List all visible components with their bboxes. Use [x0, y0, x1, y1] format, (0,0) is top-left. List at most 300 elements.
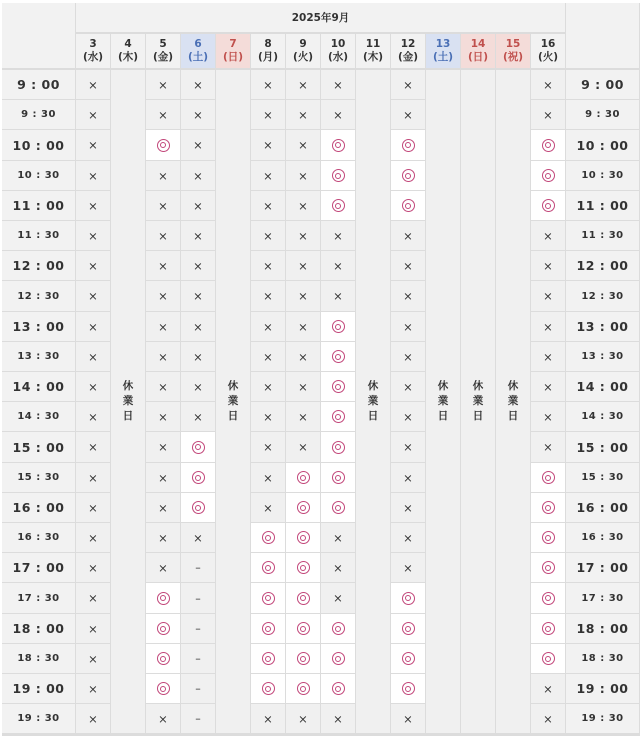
- inner-circle: [335, 142, 341, 148]
- time-label-left: 17 : 30: [2, 583, 75, 613]
- double-circle-icon: [332, 169, 345, 182]
- slot-full: ×: [286, 251, 320, 280]
- day-number: 6: [194, 38, 202, 50]
- inner-circle: [405, 173, 411, 179]
- slot-full: ×: [531, 281, 565, 311]
- time-label-left: 15 : 00: [2, 432, 75, 462]
- time-label-right: 11 : 30: [566, 221, 639, 250]
- slot-full: ×: [531, 432, 565, 462]
- inner-circle: [160, 595, 166, 601]
- inner-circle: [195, 505, 201, 511]
- holiday-char: 休: [367, 380, 379, 392]
- corner-right: [566, 3, 639, 68]
- day-header: [356, 34, 390, 68]
- slot-full: ×: [76, 221, 110, 250]
- slot-full: ×: [76, 704, 110, 733]
- double-circle-icon: [542, 531, 555, 544]
- day-number: 4: [124, 38, 132, 50]
- inner-circle: [335, 475, 341, 481]
- holiday-char: 休: [227, 380, 239, 392]
- double-circle-icon: [542, 652, 555, 665]
- day-of-week: (月): [257, 51, 279, 63]
- inner-circle: [335, 414, 341, 420]
- slot-full: ×: [251, 493, 285, 522]
- slot-available[interactable]: [321, 644, 355, 673]
- inner-circle: [160, 142, 166, 148]
- time-label-right: 9 : 00: [566, 70, 639, 99]
- slot-available[interactable]: [321, 614, 355, 643]
- day-number: 15: [505, 38, 521, 50]
- inner-circle: [545, 505, 551, 511]
- inner-circle: [335, 384, 341, 390]
- day-header: [391, 34, 425, 68]
- slot-available[interactable]: [531, 644, 565, 673]
- holiday-column: [111, 70, 145, 733]
- slot-full: ×: [181, 251, 215, 280]
- slot-full: ×: [146, 493, 180, 522]
- slot-full: ×: [391, 342, 425, 371]
- time-label-right: 17 : 00: [566, 553, 639, 582]
- double-circle-icon: [402, 652, 415, 665]
- slot-full: ×: [321, 251, 355, 280]
- slot-available[interactable]: [146, 583, 180, 613]
- slot-available[interactable]: [251, 614, 285, 643]
- slot-available[interactable]: [146, 644, 180, 673]
- slot-full: ×: [251, 100, 285, 129]
- slot-available[interactable]: [286, 583, 320, 613]
- slot-available[interactable]: [531, 523, 565, 552]
- time-label-left: 12 : 30: [2, 281, 75, 311]
- double-circle-icon: [262, 622, 275, 635]
- holiday-char: 業: [122, 395, 134, 407]
- time-label-right: 19 : 00: [566, 674, 639, 703]
- time-label-left: 19 : 30: [2, 704, 75, 733]
- inner-circle: [300, 565, 306, 571]
- inner-circle: [335, 626, 341, 632]
- slot-full: ×: [146, 251, 180, 280]
- inner-circle: [335, 686, 341, 692]
- slot-full: ×: [391, 463, 425, 492]
- day-header: [251, 34, 285, 68]
- double-circle-icon: [262, 682, 275, 695]
- slot-full: ×: [146, 312, 180, 341]
- slot-available[interactable]: [146, 130, 180, 160]
- slot-full: ×: [146, 372, 180, 401]
- holiday-char: 業: [507, 395, 519, 407]
- double-circle-icon: [262, 652, 275, 665]
- slot-available[interactable]: [531, 463, 565, 492]
- slot-none: –: [181, 674, 215, 703]
- slot-available[interactable]: [286, 463, 320, 492]
- slot-full: ×: [391, 553, 425, 582]
- day-number: 16: [540, 38, 556, 50]
- slot-available[interactable]: [391, 161, 425, 190]
- slot-available[interactable]: [181, 493, 215, 522]
- slot-full: ×: [251, 463, 285, 492]
- day-header: [76, 34, 110, 68]
- double-circle-icon: [332, 320, 345, 333]
- slot-full: ×: [76, 523, 110, 552]
- slot-available[interactable]: [321, 402, 355, 431]
- day-of-week: (水): [82, 51, 104, 63]
- time-label-right: 15 : 30: [566, 463, 639, 492]
- slot-available[interactable]: [286, 674, 320, 703]
- slot-full: ×: [146, 463, 180, 492]
- double-circle-icon: [192, 471, 205, 484]
- inner-circle: [335, 444, 341, 450]
- slot-full: ×: [76, 583, 110, 613]
- double-circle-icon: [402, 592, 415, 605]
- time-label-left: 14 : 00: [2, 372, 75, 401]
- double-circle-icon: [262, 592, 275, 605]
- slot-full: ×: [286, 191, 320, 220]
- slot-available[interactable]: [286, 644, 320, 673]
- time-label-right: 15 : 00: [566, 432, 639, 462]
- slot-full: ×: [321, 523, 355, 552]
- inner-circle: [160, 656, 166, 662]
- slot-available[interactable]: [286, 614, 320, 643]
- time-label-right: 18 : 00: [566, 614, 639, 643]
- slot-full: ×: [76, 463, 110, 492]
- inner-circle: [335, 324, 341, 330]
- day-of-week: (木): [362, 51, 384, 63]
- slot-full: ×: [181, 312, 215, 341]
- inner-circle: [265, 595, 271, 601]
- double-circle-icon: [542, 471, 555, 484]
- slot-full: ×: [251, 161, 285, 190]
- double-circle-icon: [542, 169, 555, 182]
- time-label-left: 13 : 30: [2, 342, 75, 371]
- slot-available[interactable]: [321, 312, 355, 341]
- double-circle-icon: [402, 682, 415, 695]
- slot-full: ×: [76, 614, 110, 643]
- slot-full: ×: [391, 70, 425, 99]
- day-number: 12: [400, 38, 416, 50]
- slot-full: ×: [146, 100, 180, 129]
- slot-full: ×: [531, 372, 565, 401]
- holiday-char: 休: [122, 380, 134, 392]
- slot-full: ×: [251, 191, 285, 220]
- slot-full: ×: [321, 100, 355, 129]
- slot-full: ×: [146, 342, 180, 371]
- time-label-left: 11 : 00: [2, 191, 75, 220]
- double-circle-icon: [297, 501, 310, 514]
- slot-full: ×: [251, 130, 285, 160]
- inner-circle: [405, 626, 411, 632]
- slot-full: ×: [251, 312, 285, 341]
- inner-circle: [545, 142, 551, 148]
- holiday-char: 休: [437, 380, 449, 392]
- day-of-week: (金): [397, 51, 419, 63]
- slot-full: ×: [391, 704, 425, 733]
- double-circle-icon: [157, 139, 170, 152]
- double-circle-icon: [542, 592, 555, 605]
- slot-full: ×: [531, 342, 565, 371]
- slot-available[interactable]: [251, 644, 285, 673]
- inner-circle: [545, 626, 551, 632]
- double-circle-icon: [297, 592, 310, 605]
- inner-circle: [300, 626, 306, 632]
- double-circle-icon: [297, 561, 310, 574]
- slot-full: ×: [251, 402, 285, 431]
- double-circle-icon: [402, 169, 415, 182]
- double-circle-icon: [297, 652, 310, 665]
- slot-full: ×: [76, 553, 110, 582]
- inner-circle: [160, 686, 166, 692]
- double-circle-icon: [332, 139, 345, 152]
- holiday-char: 業: [437, 395, 449, 407]
- time-label-left: 13 : 00: [2, 312, 75, 341]
- inner-circle: [160, 626, 166, 632]
- day-header: [286, 34, 320, 68]
- day-of-week: (土): [432, 51, 454, 63]
- slot-full: ×: [391, 251, 425, 280]
- day-number: 9: [299, 38, 307, 50]
- slot-available[interactable]: [321, 463, 355, 492]
- slot-available[interactable]: [321, 674, 355, 703]
- slot-available[interactable]: [286, 553, 320, 582]
- slot-available[interactable]: [321, 342, 355, 371]
- holiday-column: [426, 70, 460, 733]
- slot-full: ×: [76, 674, 110, 703]
- slot-full: ×: [76, 312, 110, 341]
- double-circle-icon: [332, 199, 345, 212]
- slot-full: ×: [76, 432, 110, 462]
- inner-circle: [300, 656, 306, 662]
- double-circle-icon: [402, 199, 415, 212]
- slot-full: ×: [286, 130, 320, 160]
- slot-full: ×: [321, 583, 355, 613]
- slot-full: ×: [286, 372, 320, 401]
- time-label-right: 14 : 30: [566, 402, 639, 431]
- slot-available[interactable]: [531, 130, 565, 160]
- slot-available[interactable]: [531, 161, 565, 190]
- slot-full: ×: [76, 342, 110, 371]
- day-number: 3: [89, 38, 97, 50]
- holiday-char: 業: [367, 395, 379, 407]
- double-circle-icon: [332, 501, 345, 514]
- slot-available[interactable]: [391, 614, 425, 643]
- inner-circle: [545, 475, 551, 481]
- slot-full: ×: [76, 372, 110, 401]
- slot-available[interactable]: [321, 432, 355, 462]
- slot-available[interactable]: [531, 553, 565, 582]
- slot-available[interactable]: [391, 583, 425, 613]
- slot-available[interactable]: [531, 583, 565, 613]
- inner-circle: [405, 595, 411, 601]
- slot-full: ×: [251, 221, 285, 250]
- inner-circle: [545, 656, 551, 662]
- slot-full: ×: [531, 70, 565, 99]
- slot-available[interactable]: [391, 191, 425, 220]
- time-label-right: 19 : 30: [566, 704, 639, 733]
- slot-available[interactable]: [181, 432, 215, 462]
- time-label-right: 10 : 00: [566, 130, 639, 160]
- slot-available[interactable]: [531, 493, 565, 522]
- slot-full: ×: [531, 674, 565, 703]
- day-header: [426, 34, 460, 68]
- inner-circle: [195, 475, 201, 481]
- slot-available[interactable]: [251, 553, 285, 582]
- inner-circle: [195, 444, 201, 450]
- slot-full: ×: [286, 704, 320, 733]
- slot-available[interactable]: [146, 614, 180, 643]
- day-of-week: (水): [327, 51, 349, 63]
- slot-available[interactable]: [321, 493, 355, 522]
- time-label-right: 16 : 00: [566, 493, 639, 522]
- slot-full: ×: [181, 342, 215, 371]
- slot-available[interactable]: [321, 130, 355, 160]
- double-circle-icon: [332, 441, 345, 454]
- inner-circle: [300, 505, 306, 511]
- day-number: 14: [470, 38, 486, 50]
- slot-full: ×: [146, 281, 180, 311]
- slot-full: ×: [531, 312, 565, 341]
- slot-full: ×: [181, 281, 215, 311]
- slot-full: ×: [251, 70, 285, 99]
- day-of-week: (木): [117, 51, 139, 63]
- slot-full: ×: [181, 100, 215, 129]
- time-label-right: 11 : 00: [566, 191, 639, 220]
- time-label-right: 16 : 30: [566, 523, 639, 552]
- slot-full: ×: [146, 704, 180, 733]
- double-circle-icon: [402, 622, 415, 635]
- slot-available[interactable]: [321, 372, 355, 401]
- slot-full: ×: [76, 191, 110, 220]
- slot-full: ×: [146, 553, 180, 582]
- inner-circle: [265, 626, 271, 632]
- slot-full: ×: [531, 221, 565, 250]
- time-label-left: 9 : 00: [2, 70, 75, 99]
- holiday-char: 日: [437, 410, 449, 422]
- day-of-week: (金): [152, 51, 174, 63]
- slot-full: ×: [391, 432, 425, 462]
- inner-circle: [300, 535, 306, 541]
- inner-circle: [335, 203, 341, 209]
- slot-available[interactable]: [391, 644, 425, 673]
- slot-full: ×: [286, 70, 320, 99]
- day-header: [496, 34, 530, 68]
- slot-full: ×: [146, 523, 180, 552]
- time-label-right: 12 : 30: [566, 281, 639, 311]
- slot-full: ×: [391, 493, 425, 522]
- time-label-left: 16 : 30: [2, 523, 75, 552]
- time-label-left: 9 : 30: [2, 100, 75, 129]
- double-circle-icon: [297, 531, 310, 544]
- day-header: [181, 34, 215, 68]
- holiday-column: [461, 70, 495, 733]
- slot-none: –: [181, 704, 215, 733]
- inner-circle: [265, 656, 271, 662]
- corner-left: [2, 3, 75, 68]
- slot-full: ×: [391, 221, 425, 250]
- holiday-char: 業: [227, 395, 239, 407]
- slot-available[interactable]: [251, 674, 285, 703]
- day-header: [461, 34, 495, 68]
- time-label-right: 14 : 00: [566, 372, 639, 401]
- slot-available[interactable]: [391, 130, 425, 160]
- month-title: 2025年9月: [76, 3, 565, 32]
- slot-available[interactable]: [251, 523, 285, 552]
- day-header: [146, 34, 180, 68]
- inner-circle: [300, 686, 306, 692]
- slot-full: ×: [76, 281, 110, 311]
- slot-full: ×: [76, 161, 110, 190]
- slot-none: –: [181, 583, 215, 613]
- slot-full: ×: [531, 100, 565, 129]
- slot-full: ×: [286, 312, 320, 341]
- holiday-char: 日: [472, 410, 484, 422]
- holiday-column: [356, 70, 390, 733]
- holiday-char: 休: [472, 380, 484, 392]
- double-circle-icon: [192, 441, 205, 454]
- time-label-left: 17 : 00: [2, 553, 75, 582]
- slot-full: ×: [146, 70, 180, 99]
- slot-available[interactable]: [321, 191, 355, 220]
- inner-circle: [405, 656, 411, 662]
- inner-circle: [335, 354, 341, 360]
- double-circle-icon: [297, 622, 310, 635]
- day-number: 10: [330, 38, 346, 50]
- day-number: 7: [229, 38, 237, 50]
- slot-available[interactable]: [146, 674, 180, 703]
- slot-available[interactable]: [286, 523, 320, 552]
- slot-available[interactable]: [531, 191, 565, 220]
- slot-available[interactable]: [321, 161, 355, 190]
- slot-full: ×: [391, 402, 425, 431]
- double-circle-icon: [332, 622, 345, 635]
- day-header: [216, 34, 250, 68]
- double-circle-icon: [542, 622, 555, 635]
- slot-full: ×: [531, 251, 565, 280]
- day-of-week: (日): [222, 51, 244, 63]
- day-of-week: (火): [537, 51, 559, 63]
- slot-full: ×: [251, 281, 285, 311]
- inner-circle: [300, 475, 306, 481]
- slot-full: ×: [146, 221, 180, 250]
- day-number: 11: [365, 38, 381, 50]
- slot-available[interactable]: [531, 614, 565, 643]
- holiday-column: [216, 70, 250, 733]
- slot-full: ×: [286, 100, 320, 129]
- day-number: 8: [264, 38, 272, 50]
- slot-full: ×: [181, 70, 215, 99]
- inner-circle: [265, 535, 271, 541]
- holiday-char: 日: [507, 410, 519, 422]
- time-label-left: 12 : 00: [2, 251, 75, 280]
- slot-full: ×: [251, 432, 285, 462]
- double-circle-icon: [297, 471, 310, 484]
- slot-full: ×: [181, 130, 215, 160]
- slot-full: ×: [76, 100, 110, 129]
- slot-available[interactable]: [251, 583, 285, 613]
- slot-full: ×: [391, 281, 425, 311]
- slot-full: ×: [251, 704, 285, 733]
- slot-full: ×: [251, 342, 285, 371]
- slot-available[interactable]: [391, 674, 425, 703]
- slot-full: ×: [146, 432, 180, 462]
- slot-full: ×: [531, 402, 565, 431]
- inner-circle: [335, 505, 341, 511]
- slot-full: ×: [286, 221, 320, 250]
- slot-full: ×: [146, 402, 180, 431]
- slot-available[interactable]: [286, 493, 320, 522]
- slot-available[interactable]: [181, 463, 215, 492]
- slot-full: ×: [391, 372, 425, 401]
- inner-circle: [335, 656, 341, 662]
- time-label-left: 19 : 00: [2, 674, 75, 703]
- slot-full: ×: [181, 372, 215, 401]
